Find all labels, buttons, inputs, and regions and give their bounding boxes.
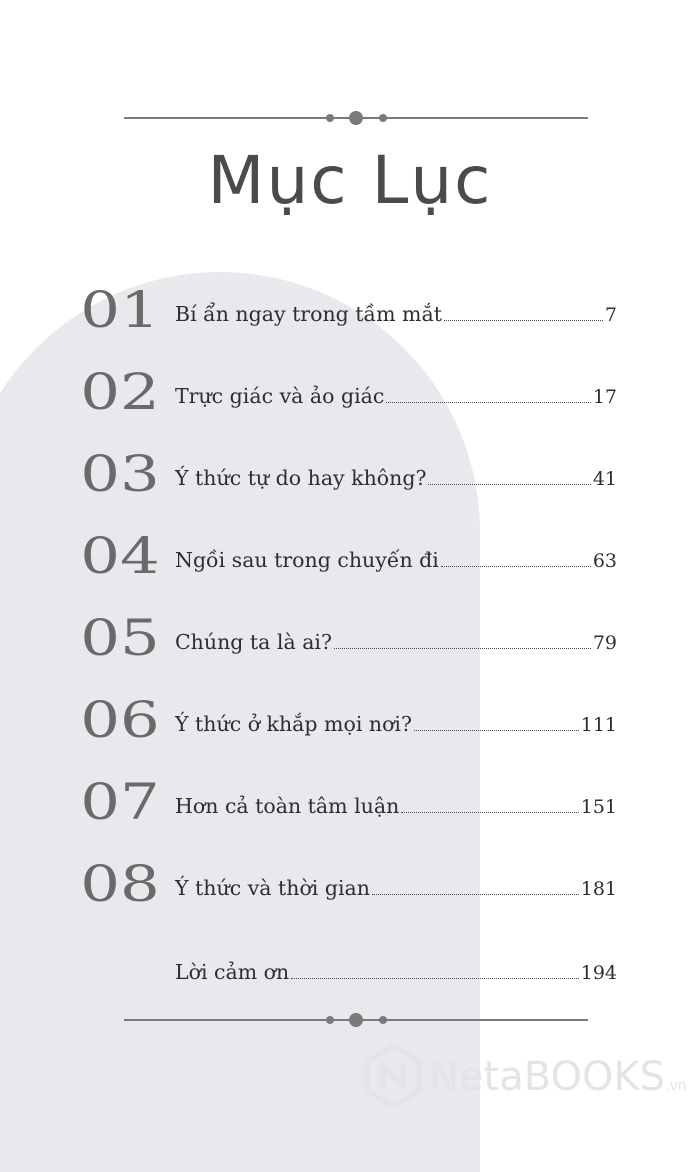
chapter-title: Trực giác và ảo giác <box>175 384 385 408</box>
toc-entry-acknowledgements[interactable] <box>0 938 700 998</box>
bottom-ornament <box>124 1013 588 1027</box>
toc-entry[interactable] <box>0 280 700 340</box>
page-number: 194 <box>580 962 617 984</box>
chapter-title: Hơn cả toàn tâm luận <box>175 794 400 818</box>
dot-leader <box>428 484 590 485</box>
chapter-title: Ý thức và thời gian <box>175 876 370 900</box>
page-number: 7 <box>604 304 617 326</box>
chapter-number: 04 <box>80 527 160 585</box>
dot-leader <box>441 566 591 567</box>
chapter-number: 07 <box>80 773 160 831</box>
chapter-number: 03 <box>80 445 160 503</box>
chapter-number: 06 <box>80 691 160 749</box>
chapter-title: Ý thức tự do hay không? <box>175 466 427 490</box>
dot-leader <box>334 648 591 649</box>
watermark-text: NetaBOOKS.vn <box>429 1054 687 1100</box>
toc-entry[interactable] <box>0 772 700 832</box>
hexagon-logo-icon <box>363 1044 423 1108</box>
page-number: 63 <box>592 550 617 572</box>
page-title: Mục Lục <box>207 142 493 219</box>
dot-leader <box>291 978 579 979</box>
page-number: 111 <box>580 714 617 736</box>
dot-leader <box>386 402 590 403</box>
chapter-number: 01 <box>80 281 160 339</box>
chapter-number: 02 <box>80 363 160 421</box>
page-number: 41 <box>592 468 617 490</box>
dot-leader <box>372 894 579 895</box>
chapter-title: Ý thức ở khắp mọi nơi? <box>175 712 412 736</box>
page-number: 151 <box>580 796 617 818</box>
watermark-logo <box>363 1044 693 1108</box>
toc-entry[interactable] <box>0 854 700 914</box>
toc-entry[interactable] <box>0 608 700 668</box>
dot-leader <box>444 320 603 321</box>
page-number: 181 <box>580 878 617 900</box>
top-ornament <box>124 111 588 125</box>
chapter-title: Bí ẩn ngay trong tầm mắt <box>175 302 442 326</box>
toc-entry[interactable] <box>0 690 700 750</box>
chapter-number: 05 <box>80 609 160 667</box>
chapter-title: Ngồi sau trong chuyến đi <box>175 548 439 572</box>
dot-leader <box>414 730 579 731</box>
chapter-title: Lời cảm ơn <box>175 960 290 984</box>
chapter-title: Chúng ta là ai? <box>175 630 332 654</box>
toc-entry[interactable] <box>0 526 700 586</box>
page-number: 17 <box>592 386 617 408</box>
chapter-number: 08 <box>80 855 160 913</box>
toc-entry[interactable] <box>0 444 700 504</box>
toc-entry[interactable] <box>0 362 700 422</box>
dot-leader <box>401 812 578 813</box>
page-number: 79 <box>592 632 617 654</box>
